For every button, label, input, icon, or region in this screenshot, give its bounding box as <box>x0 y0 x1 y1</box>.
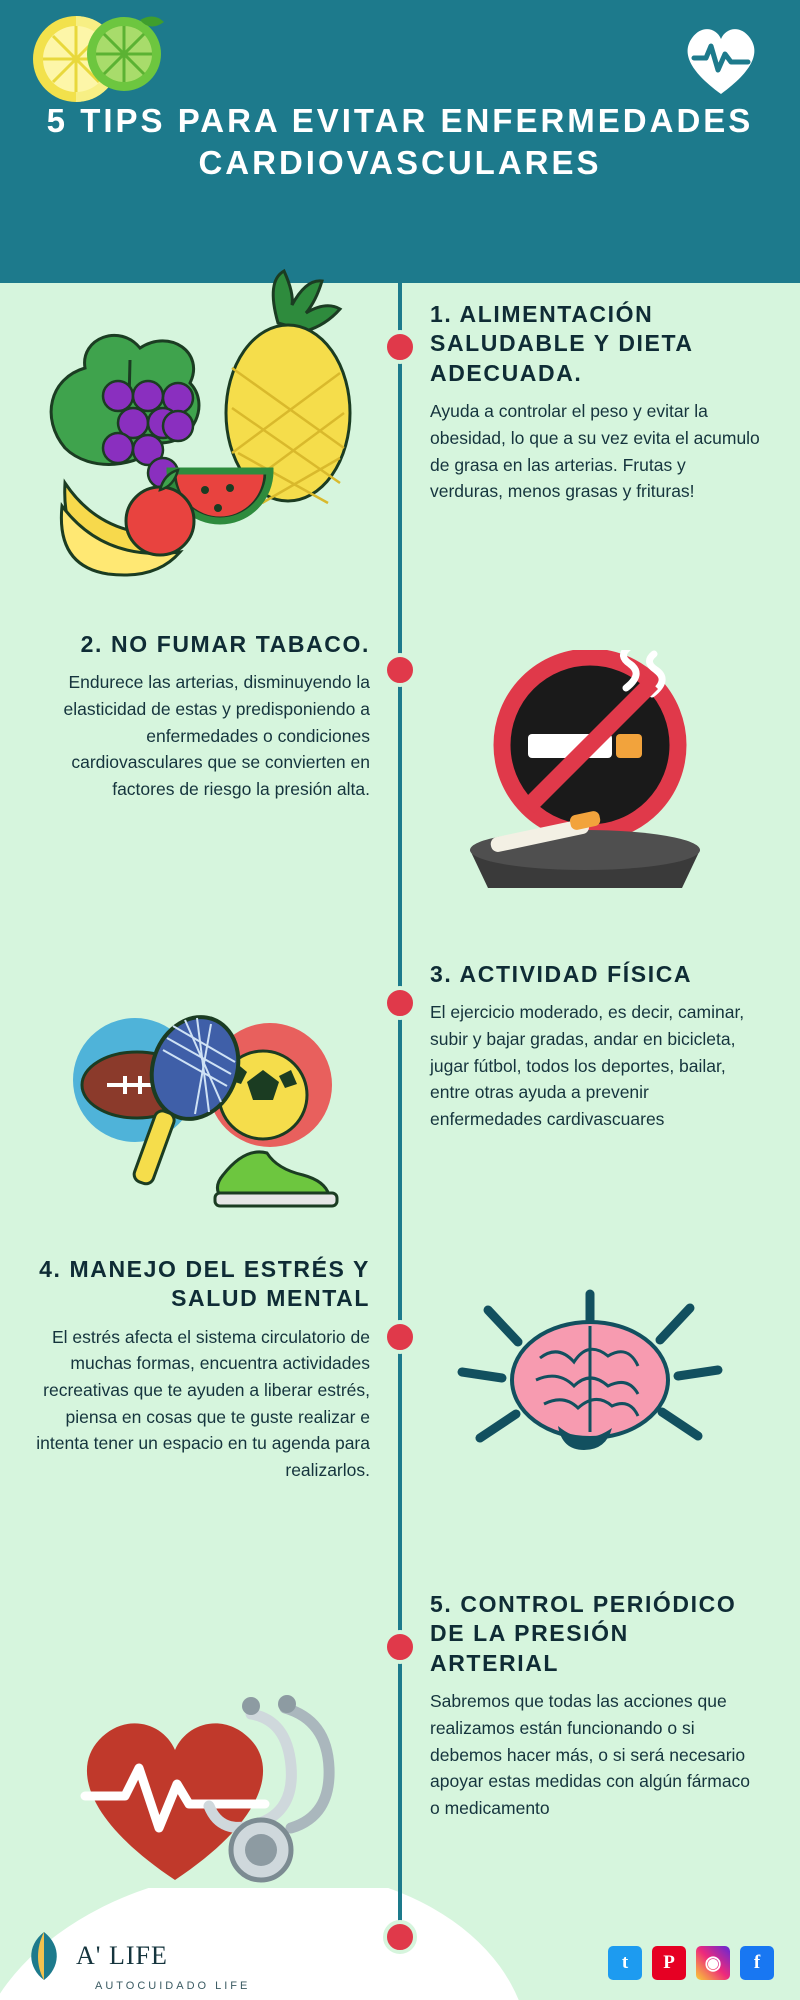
brand-logo <box>22 1930 168 1982</box>
timeline-dot-2 <box>383 653 417 687</box>
tip-4-title: 4. MANEJO DEL ESTRÉS Y SALUD MENTAL <box>39 1256 370 1312</box>
brain-icon <box>440 1280 740 1490</box>
leaf-logo-icon <box>22 1930 68 1982</box>
tip-4-text: El estrés afecta el sistema circulatorio de muchas formas, encuentra actividades recreativas que te ayuden a liberar estrés, piensa en cosas que te guste realizar e intenta tener un espacio en tu agenda para realizarlos. <box>36 1326 370 1480</box>
heart-pulse-icon <box>680 22 762 98</box>
brand-name: A' LIFE <box>76 1941 168 1970</box>
timeline-dot-1 <box>383 330 417 364</box>
facebook-icon[interactable]: f <box>740 1946 774 1980</box>
pinterest-icon[interactable]: P <box>652 1946 686 1980</box>
tip-1-title: 1. ALIMENTACIÓN SALUDABLE Y DIETA ADECUADA. <box>430 301 693 386</box>
sports-icon <box>45 990 365 1220</box>
timeline-dot-end <box>383 1920 417 1954</box>
fruits-icon <box>10 268 380 608</box>
timeline-line <box>398 283 402 1938</box>
tip-5-text: Sabremos que todas las acciones que realizamos están funcionando o si debemos hacer más, o si será necesario apoyar estas medidas con algún fármaco o medicamento <box>430 1691 751 1818</box>
tip-3-title: 3. ACTIVIDAD FÍSICA <box>430 961 693 987</box>
social-links <box>608 1946 774 1980</box>
tip-5-title: 5. CONTROL PERIÓDICO DE LA PRESIÓN ARTERIAL <box>430 1591 737 1676</box>
tip-1 <box>430 300 760 505</box>
timeline-dot-3 <box>383 986 417 1020</box>
timeline-dot-4 <box>383 1320 417 1354</box>
tip-3 <box>430 960 760 1132</box>
poster-header <box>0 0 800 283</box>
page-title: 5 TIPS PARA EVITAR ENFERMEDADES CARDIOVASCULARES <box>46 102 754 182</box>
lemon-lime-icon <box>28 12 168 107</box>
tip-4 <box>35 1255 370 1483</box>
tip-2-text: Endurece las arterias, disminuyendo la elasticidad de estas y predisponiendo a enfermedades o condiciones cardiovasculares que se convierten en factores de riesgo la presión alta. <box>63 672 370 799</box>
timeline-dot-5 <box>383 1630 417 1664</box>
heart-stethoscope-icon <box>55 1680 375 1900</box>
no-smoking-icon <box>430 650 750 900</box>
twitter-icon[interactable]: t <box>608 1946 642 1980</box>
tip-2 <box>35 630 370 802</box>
tip-2-title: 2. NO FUMAR TABACO. <box>80 631 370 657</box>
tip-5 <box>430 1590 760 1821</box>
tip-1-text: Ayuda a controlar el peso y evitar la obesidad, lo que a su vez evita el acumulo de grasa en las arterias. Frutas y verduras, menos grasas y frituras! <box>430 401 760 502</box>
brand-tagline: AUTOCUIDADO LIFE <box>95 1980 251 1992</box>
tip-3-text: El ejercicio moderado, es decir, caminar, subir y bajar gradas, andar en bicicleta, jugar fútbol, todos los deportes, bailar, entre otras ayuda a prevenir enfermedades cardivascuares <box>430 1002 745 1129</box>
instagram-icon[interactable]: ◉ <box>696 1946 730 1980</box>
